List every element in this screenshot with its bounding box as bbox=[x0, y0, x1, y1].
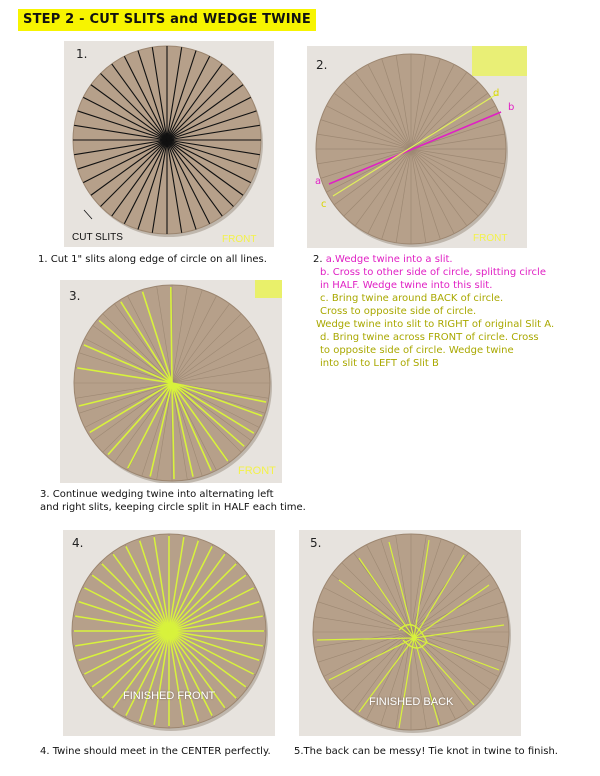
front-label: FRONT bbox=[238, 465, 276, 477]
photo-number: 3. bbox=[69, 289, 81, 303]
caption-1: 1. Cut 1" slits along edge of circle on all lines. bbox=[38, 254, 267, 265]
photo-number: 4. bbox=[72, 536, 84, 550]
caption-2-line-4: c. Bring twine around BACK of circle. bbox=[320, 293, 504, 304]
caption-4: 4. Twine should meet in the CENTER perfectly. bbox=[40, 746, 271, 757]
caption-2-line-1 bbox=[313, 253, 453, 266]
caption-3-line-2: and right slits, keeping circle split in HALF each time. bbox=[40, 502, 306, 513]
caption-2-line-6: Wedge twine into slit to RIGHT of original Slit A. bbox=[316, 319, 555, 330]
finished-back-label: FINISHED BACK bbox=[369, 696, 454, 708]
front-label: FRONT bbox=[222, 234, 257, 245]
marker-a: a bbox=[315, 176, 322, 187]
photo-5-finished-back bbox=[299, 530, 521, 736]
caption-2-line-7: d. Bring twine across FRONT of circle. Cross bbox=[320, 332, 539, 343]
photo-3-alternating-twine bbox=[60, 280, 282, 483]
caption-2-step-a bbox=[313, 254, 453, 265]
caption-2-line-8: to opposite side of circle. Wedge twine bbox=[320, 345, 514, 356]
marker-b: b bbox=[508, 102, 515, 113]
twine-spool bbox=[255, 280, 282, 298]
caption-2-line-9: into slit to LEFT of Slit B bbox=[320, 358, 439, 369]
finished-front-label: FINISHED FRONT bbox=[123, 690, 216, 702]
caption-2-line-1-text bbox=[313, 254, 453, 265]
photo-number: 2. bbox=[316, 58, 328, 72]
caption-2-step-a-text: a.Wedge twine into a slit. bbox=[325, 254, 453, 265]
marker-c: c bbox=[321, 199, 327, 210]
twine-spool bbox=[472, 46, 527, 76]
step-title: STEP 2 - CUT SLITS and WEDGE TWINE bbox=[18, 9, 316, 31]
caption-2-number: 2. bbox=[313, 254, 326, 265]
caption-5: 5.The back can be messy! Tie knot in twine to finish. bbox=[294, 746, 558, 757]
arrow-line bbox=[84, 210, 92, 219]
circle-finished-front bbox=[63, 530, 275, 736]
front-label: FRONT bbox=[473, 233, 508, 244]
circle-with-slit-lines bbox=[64, 41, 274, 247]
caption-3-line-1: 3. Continue wedging twine into alternating left bbox=[40, 489, 274, 500]
cut-slits-label: CUT SLITS bbox=[72, 232, 123, 243]
caption-2-line-5: Cross to opposite side of circle. bbox=[320, 306, 477, 317]
photo-number: 5. bbox=[310, 536, 322, 550]
circle-with-first-twine bbox=[307, 46, 527, 248]
caption-2-line-2: b. Cross to other side of circle, splitting circle bbox=[320, 267, 546, 278]
marker-d: d bbox=[493, 88, 500, 99]
circle-with-many-twine-lines bbox=[60, 280, 282, 483]
photo-2-first-wedges bbox=[307, 46, 527, 248]
photo-number: 1. bbox=[76, 47, 88, 61]
photo-4-finished-front bbox=[63, 530, 275, 736]
caption-2-line-3: in HALF. Wedge twine into this slit. bbox=[320, 280, 493, 291]
photo-1-cut-slits bbox=[64, 41, 274, 247]
